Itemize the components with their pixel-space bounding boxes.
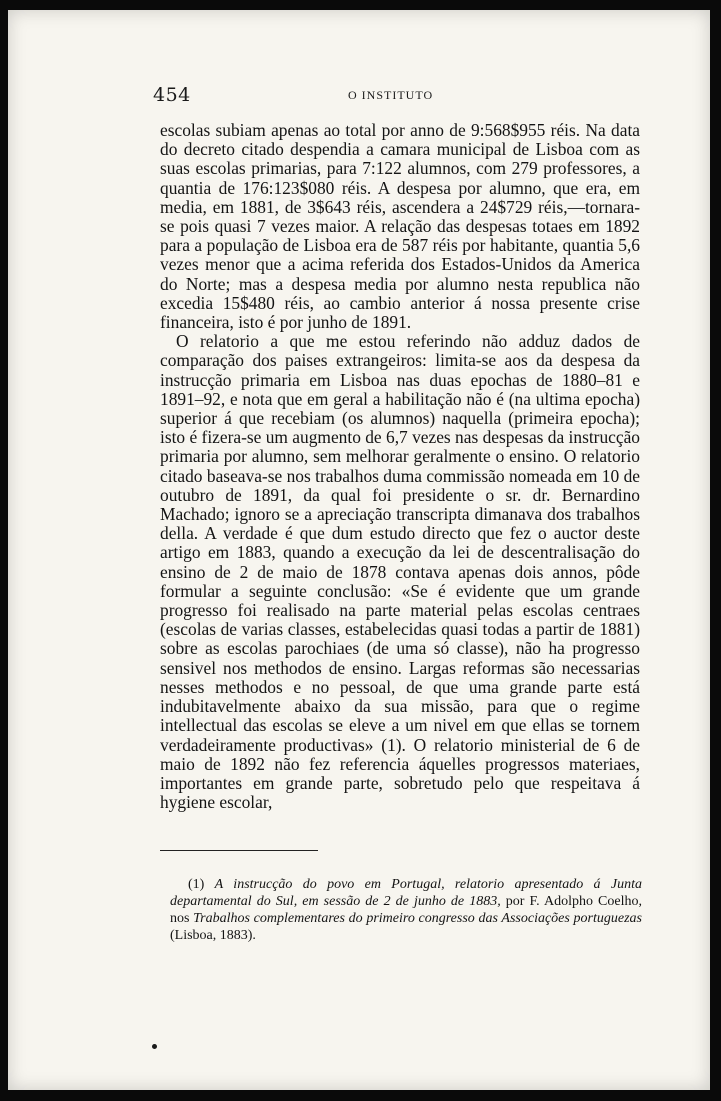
footnote-rule: [160, 850, 318, 851]
footnote-cited-title: A instrucção do povo em Portugal, relatorio apresentado á Junta departamental do Sul, em sessão de 2 de junho de 1883,: [170, 877, 643, 909]
footnote-cited-work: Trabalhos complementares do primeiro congresso das Associações portuguezas: [193, 911, 642, 926]
footnote-closing: (Lisboa, 1883).: [170, 928, 256, 943]
running-title: O INSTITUTO: [348, 88, 434, 102]
footnote-marker: (1): [188, 877, 205, 892]
paragraph: escolas subiam apenas ao total por anno de 9:568$955 réis. Na data do decreto citado despendia a camara municipal de Lisboa com as suas escolas primarias, para 7:122 alumnos, com 279 professores, a quantia de 176:123$080 réis. A despesa por alumno, que era, em media, em 1881, de 3$643 réis, ascendera a 24$729 réis,—tornara-se pois quasi 7 vezes maior. A relação das despesas totaes em 1892 para a população de Lisboa era de 587 réis por habitante, quantia 5,6 vezes menor que a acima referida dos Estados-Unidos da America do Norte; mas a despesa media por alumno nesta republica não excedia 15$480 réis, ao cambio anterior á nossa presente crise financeira, isto é por junho de 1891.: [160, 120, 640, 333]
paragraph: O relatorio a que me estou referindo não adduz dados de comparação dos paises extrangeiros: limita-se aos da despesa da instrucção primaria em Lisboa nas duas epochas de 1880–81 e 1891–92, e nota que em geral a habilitação não é (na ultima epocha) superior á que recebiam (os alumnos) naquella (primeira epocha); isto é fizera-se um augmento de 6,7 vezes nas despesas da instrucção primaria por alumno, sem melhorar geralmente o ensino. O relatorio citado baseava-se nos trabalhos duma commissão nomeada em 10 de outubro de 1891, da qual foi presidente o sr. dr. Bernardino Machado; ignoro se a apreciação transcripta dimanava dos trabalhos della. A verdade é que dum estudo directo que fez o auctor deste artigo em 1883, quando a execução da lei de descentralisação do ensino de 2 de maio de 1878 contava apenas dois annos, pôde formular a seguinte conclusão: «Se é evidente que um grande progresso foi realisado na parte material pelas escolas centraes (escolas de varias classes, estabelecidas quasi todas a partir de 1881) sobre as escolas parochiaes (de uma só classe), não ha progresso sensivel nos methodos de ensino. Largas reformas são necessarias nesses methodos e no pessoal, de que uma grande parte está indubitavelmente abaixo da sua missão, para que o regime intellectual das escolas se eleve a um nivel em que ellas se tornem verdadeiramente productivas» (1). O relatorio ministerial de 6 de maio de 1892 não fez referencia áquelles progressos materiaes, importantes em grande parte, sobretudo pelo que respeitava á hygiene escolar,: [160, 331, 641, 813]
footnote: [170, 876, 642, 944]
main-text: [160, 121, 640, 812]
footnote-author: por F. Adolpho Coelho, nos: [170, 894, 642, 926]
page-header: [0, 84, 721, 108]
page-number: 454: [153, 84, 191, 106]
ink-speck: [152, 1044, 157, 1049]
